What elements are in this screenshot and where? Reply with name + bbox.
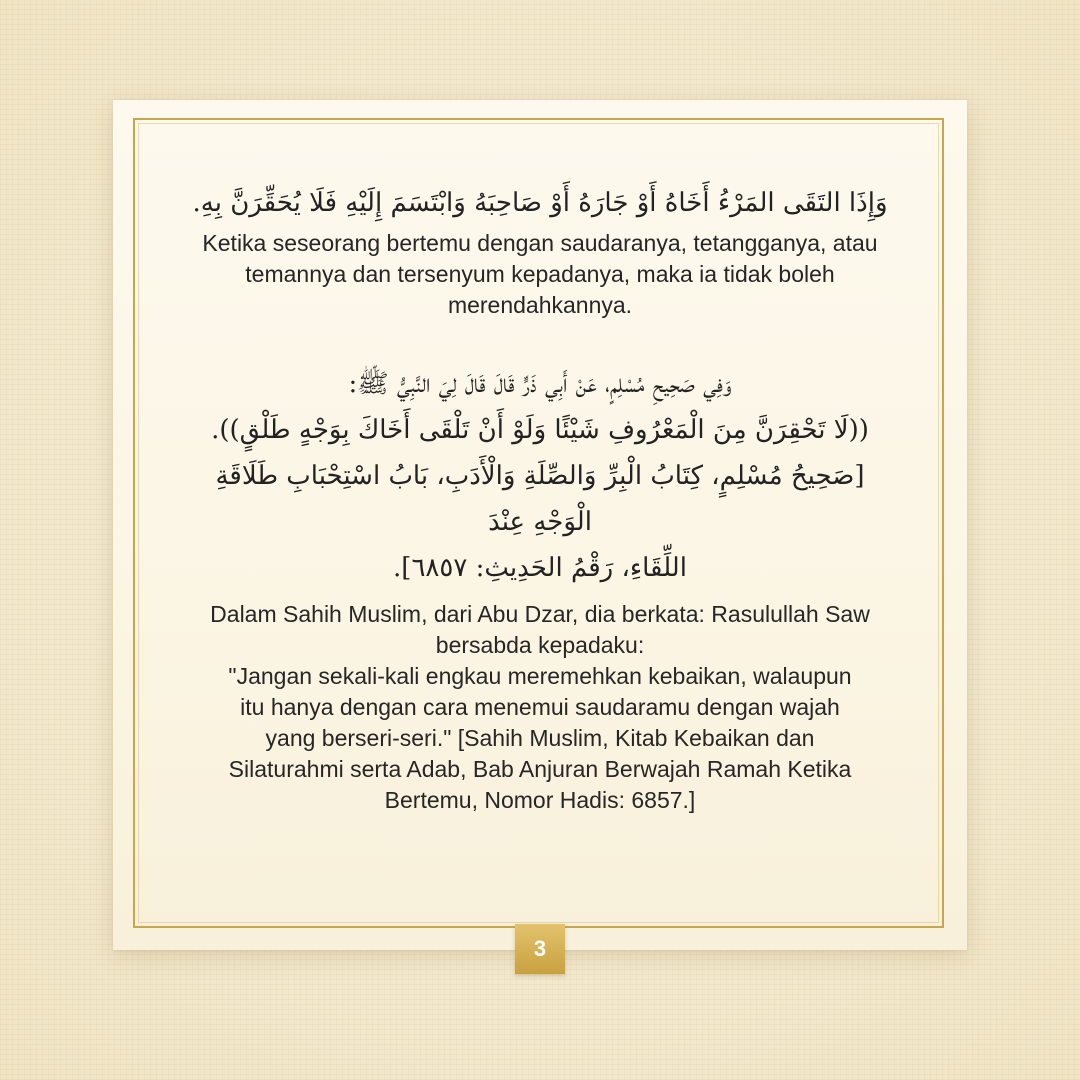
hadith-translation-line-6: Silaturahmi serta Adab, Bab Anjuran Berwajah Ramah Ketika xyxy=(228,756,852,782)
intro-translation-text: Ketika seseorang bertemu dengan saudaranya, tetangganya, atau temannya dan tersenyum kepadanya, maka ia tidak boleh merendahkannya. xyxy=(202,230,878,318)
arabic-hadith-line-4: اللِّقَاءِ، رَقْمُ الحَدِيثِ: ٦٨٥٧]. xyxy=(393,553,687,583)
arabic-hadith-line-1: وَفِي صَحِيحِ مُسْلِمٍ، عَنْ أَبِي ذَرٍّ قَالَ قَالَ لِيَ النَّبِيُّ ﷺ: xyxy=(348,369,732,399)
hadith-translation-text xyxy=(183,599,897,816)
hadith-translation-line-1: Dalam Sahih Muslim, dari Abu Dzar, dia berkata: Rasulullah Saw xyxy=(210,601,870,627)
hadith-translation-line-5: yang berseri-seri." [Sahih Muslim, Kitab Kebaikan dan xyxy=(265,725,815,751)
page-number-badge: 3 xyxy=(515,924,565,974)
arabic-hadith-text xyxy=(183,361,897,591)
hadith-translation-line-3: "Jangan sekali-kali engkau meremehkan kebaikan, walaupun xyxy=(228,663,852,689)
arabic-intro-text: وَإِذَا التَقَى المَرْءُ أَخَاهُ أَوْ جَارَهُ أَوْ صَاحِبَهُ وَابْتَسَمَ إِلَيْهِ فَلَا يُحَقِّرَنَّ بِهِ. xyxy=(192,188,888,218)
hadith-translation-line-7: Bertemu, Nomor Hadis: 6857.] xyxy=(384,787,696,813)
hadith-translation-line-2: bersabda kepadaku: xyxy=(435,632,645,658)
content-card xyxy=(113,100,967,950)
arabic-hadith-line-2: ((لَا تَحْقِرَنَّ مِنَ الْمَعْرُوفِ شَيْئًا وَلَوْ أَنْ تَلْقَى أَخَاكَ بِوَجْهٍ طَلْقٍ)). xyxy=(211,415,869,445)
content-area xyxy=(183,180,897,816)
hadith-translation-line-4: itu hanya dengan cara menemui saudaramu dengan wajah xyxy=(240,694,840,720)
arabic-hadith-line-3: [صَحِيحُ مُسْلِمٍ، كِتَابُ الْبِرِّ وَالصِّلَةِ وَالْأَدَبِ، بَابُ اسْتِحْبَابِ طَلَاقَةِ الْوَجْهِ عِنْدَ xyxy=(215,461,865,537)
